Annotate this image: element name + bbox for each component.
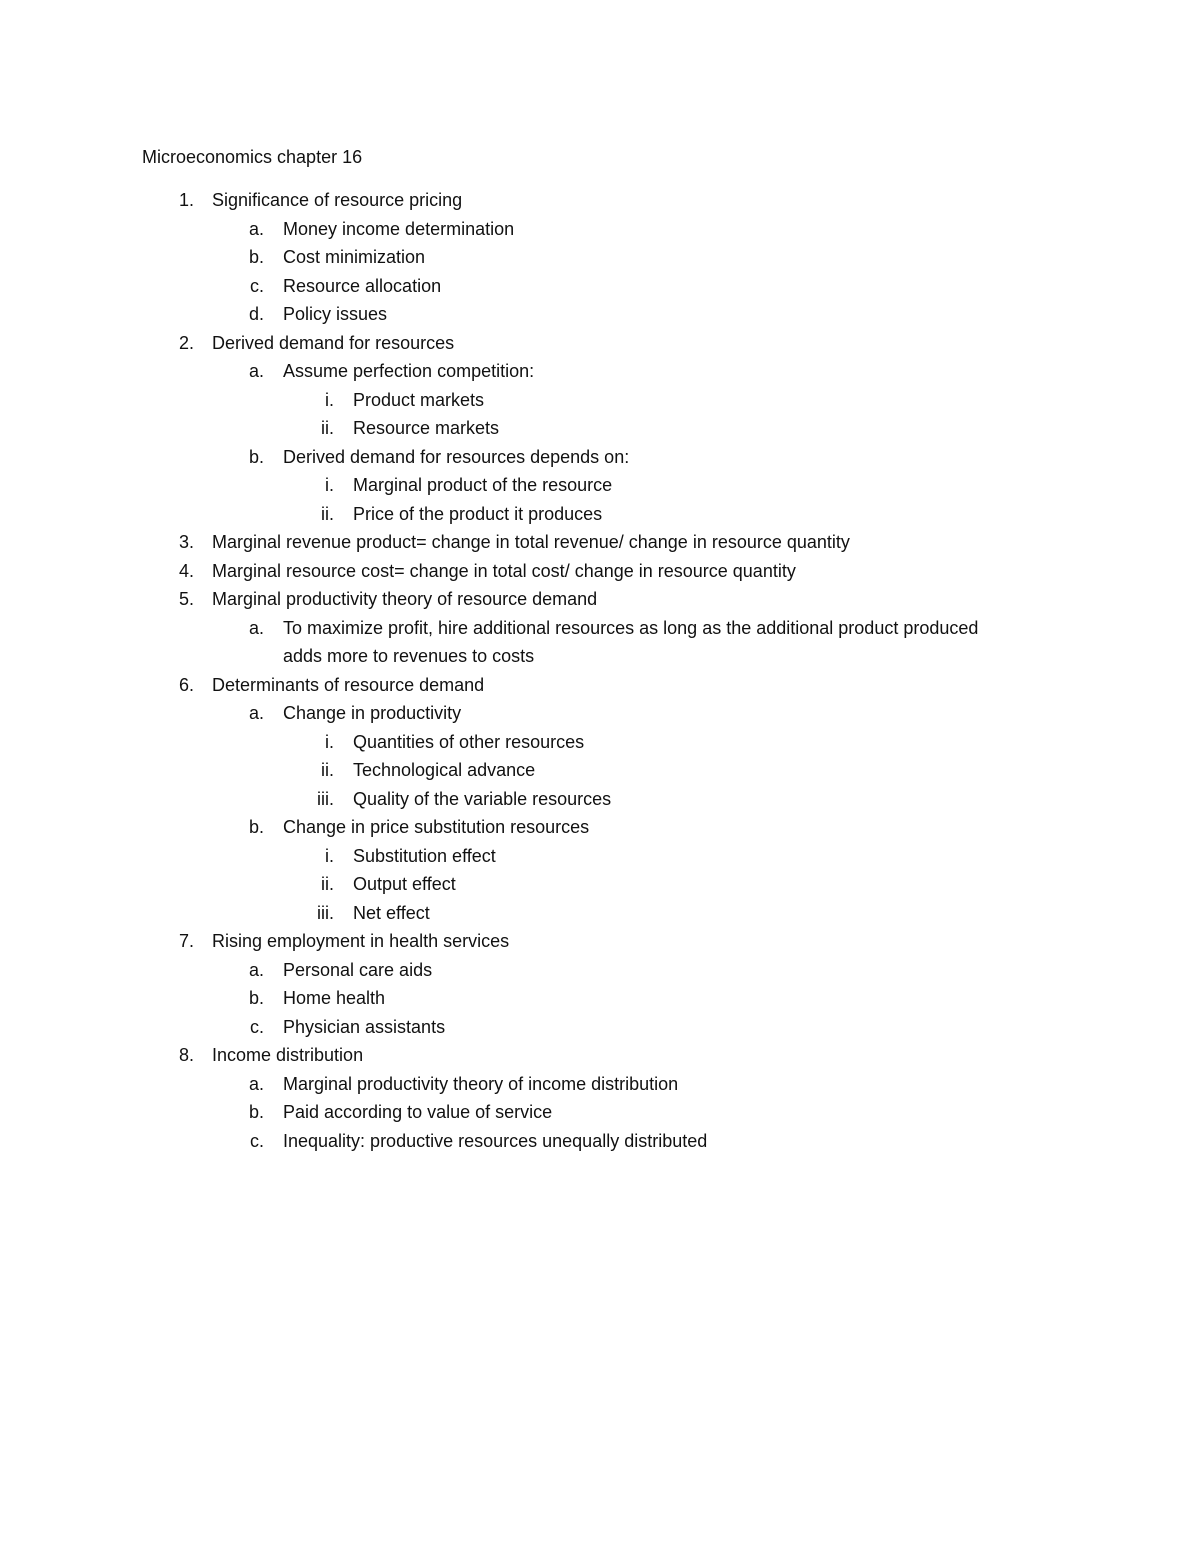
list-marker: 6. bbox=[178, 674, 194, 695]
list-item-text: Marginal revenue product= change in total revenue/ change in resource quantity bbox=[212, 532, 850, 552]
outline-item bbox=[0, 927, 1200, 956]
list-marker: 3. bbox=[178, 532, 194, 552]
list-marker: i. bbox=[325, 845, 334, 866]
list-marker: c. bbox=[249, 275, 264, 296]
outline-item bbox=[0, 585, 1200, 614]
list-item-text: Determinants of resource demand bbox=[212, 674, 485, 695]
list-marker: b. bbox=[248, 446, 264, 467]
outline-item bbox=[0, 272, 1200, 301]
list-marker: i. bbox=[325, 475, 334, 495]
list-item-text: Rising employment in health services bbox=[212, 931, 510, 951]
list-marker: a. bbox=[248, 1073, 264, 1094]
list-item-text: Significance of resource pricing bbox=[212, 190, 463, 210]
list-marker: 8. bbox=[178, 1045, 194, 1065]
list-item-text: Product markets bbox=[353, 389, 485, 410]
outline-item bbox=[0, 728, 1200, 757]
list-marker: c. bbox=[249, 1016, 264, 1037]
outline-item bbox=[0, 671, 1200, 700]
list-marker: c. bbox=[249, 1130, 264, 1151]
outline-item bbox=[0, 984, 1200, 1013]
outline-item bbox=[0, 443, 1200, 472]
outline-item bbox=[0, 614, 1200, 643]
list-item-text: Marginal product of the resource bbox=[353, 475, 613, 495]
outline-item bbox=[0, 870, 1200, 899]
list-marker: i. bbox=[325, 731, 334, 752]
list-item-text: Quality of the variable resources bbox=[353, 788, 612, 809]
list-item-text: Inequality: productive resources unequally distributed bbox=[283, 1130, 708, 1151]
outline-item bbox=[0, 243, 1200, 272]
list-marker: i. bbox=[325, 389, 334, 410]
list-marker: 1. bbox=[178, 190, 194, 210]
list-marker: d. bbox=[248, 304, 264, 324]
outline-item bbox=[0, 471, 1200, 500]
document-title: Microeconomics chapter 16 bbox=[142, 147, 363, 167]
list-marker: 7. bbox=[178, 931, 194, 951]
list-item-text: Resource allocation bbox=[283, 275, 442, 296]
outline-item bbox=[0, 899, 1200, 928]
list-marker: a. bbox=[248, 218, 264, 239]
list-item-text: Paid according to value of service bbox=[283, 1102, 553, 1122]
list-marker: ii. bbox=[321, 874, 334, 894]
outline-item bbox=[0, 1041, 1200, 1070]
list-marker: iii. bbox=[317, 902, 334, 923]
outline-item bbox=[0, 642, 1200, 671]
list-marker: a. bbox=[248, 361, 264, 381]
list-item-text: adds more to revenues to costs bbox=[283, 646, 535, 666]
outline-item bbox=[0, 813, 1200, 842]
list-item-text: Marginal productivity theory of income distribution bbox=[283, 1073, 679, 1094]
list-marker: 2. bbox=[178, 332, 194, 353]
outline-item bbox=[0, 756, 1200, 785]
list-marker: b. bbox=[248, 247, 264, 267]
outline-item bbox=[0, 414, 1200, 443]
list-item-text: Cost minimization bbox=[283, 247, 426, 267]
list-marker: b. bbox=[248, 988, 264, 1008]
outline-item bbox=[0, 329, 1200, 358]
list-marker: a. bbox=[248, 617, 264, 638]
outline-item bbox=[0, 528, 1200, 557]
list-marker: b. bbox=[248, 817, 264, 837]
outline-item bbox=[0, 186, 1200, 215]
list-item-text: Technological advance bbox=[353, 760, 536, 780]
list-item-text: Personal care aids bbox=[283, 959, 433, 980]
outline-item bbox=[0, 1013, 1200, 1042]
list-item-text: Change in price substitution resources bbox=[283, 817, 590, 837]
list-marker: a. bbox=[248, 959, 264, 980]
list-item-text: Money income determination bbox=[283, 218, 515, 239]
list-item-text: Output effect bbox=[353, 874, 456, 894]
list-item-text: Change in productivity bbox=[283, 703, 462, 723]
list-marker: ii. bbox=[321, 418, 334, 438]
list-item-text: Derived demand for resources depends on: bbox=[283, 446, 630, 467]
outline-item bbox=[0, 357, 1200, 386]
outline-item bbox=[0, 500, 1200, 529]
list-marker: 5. bbox=[178, 589, 194, 609]
outline-item bbox=[0, 785, 1200, 814]
list-item-text: To maximize profit, hire additional resources as long as the additional product produced bbox=[283, 617, 979, 638]
list-marker: ii. bbox=[321, 503, 334, 524]
list-item-text: Home health bbox=[283, 988, 386, 1008]
outline-item bbox=[0, 956, 1200, 985]
outline-item bbox=[0, 1070, 1200, 1099]
list-item-text: Assume perfection competition: bbox=[283, 361, 535, 381]
outline-list bbox=[0, 186, 1200, 1155]
list-item-text: Derived demand for resources bbox=[212, 332, 455, 353]
outline-item bbox=[0, 1127, 1200, 1156]
outline-item bbox=[0, 1098, 1200, 1127]
list-marker: b. bbox=[248, 1102, 264, 1122]
list-item-text: Physician assistants bbox=[283, 1016, 446, 1037]
list-item-text: Resource markets bbox=[353, 418, 500, 438]
list-item-text: Marginal productivity theory of resource demand bbox=[212, 589, 598, 609]
list-marker: iii. bbox=[317, 788, 334, 809]
list-marker: 4. bbox=[178, 560, 194, 581]
list-item-text: Income distribution bbox=[212, 1045, 364, 1065]
list-item-text: Marginal resource cost= change in total cost/ change in resource quantity bbox=[212, 560, 796, 581]
list-item-text: Quantities of other resources bbox=[353, 731, 585, 752]
list-item-text: Substitution effect bbox=[353, 845, 496, 866]
list-item-text: Policy issues bbox=[283, 304, 388, 324]
list-marker: a. bbox=[248, 703, 264, 723]
outline-item bbox=[0, 386, 1200, 415]
outline-item bbox=[0, 842, 1200, 871]
list-item-text: Net effect bbox=[353, 902, 430, 923]
outline-item bbox=[0, 699, 1200, 728]
list-item-text: Price of the product it produces bbox=[353, 503, 603, 524]
outline-item bbox=[0, 557, 1200, 586]
outline-item bbox=[0, 300, 1200, 329]
outline-item bbox=[0, 215, 1200, 244]
list-marker: ii. bbox=[321, 760, 334, 780]
